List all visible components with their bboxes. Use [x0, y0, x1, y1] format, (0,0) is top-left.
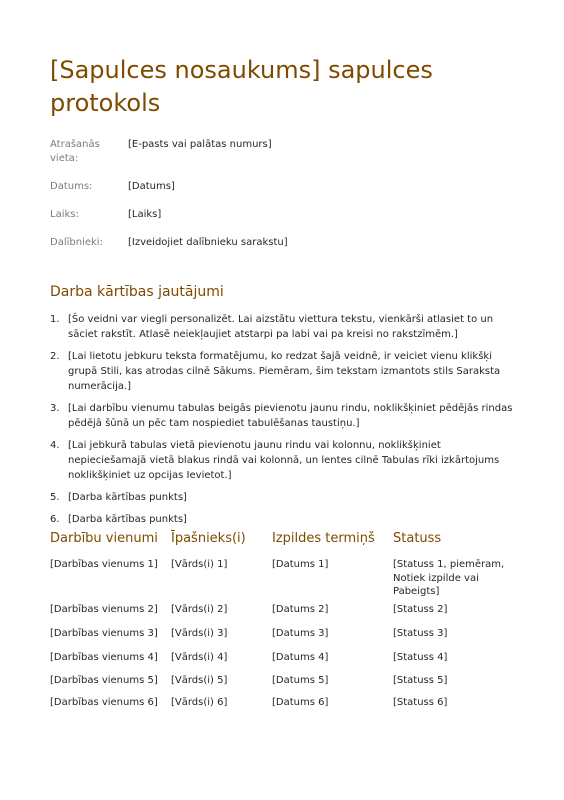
agenda-item-text: [Darba kārtības punkts] [68, 492, 187, 503]
table-row [50, 696, 520, 716]
agenda-item [50, 312, 516, 342]
agenda-item [50, 512, 516, 527]
cell-action: [Darbības vienums 2] [50, 604, 158, 615]
cell-owner: [Vārds(i) 1] [171, 559, 228, 570]
meta-value-time: [Laiks] [128, 209, 162, 220]
agenda-item [50, 438, 516, 483]
cell-action: [Darbības vienums 6] [50, 697, 158, 708]
table-row [50, 603, 520, 627]
table-row [50, 674, 520, 696]
cell-deadline: [Datums 6] [272, 697, 329, 708]
meeting-details [50, 138, 520, 264]
agenda-item-text: [Lai lietotu jebkuru teksta formatējumu, ko redzat šajā veidnē, ir veiciet vienu klikšķi grupā Stili, kas atrodas cilnē Sākums. Piemēram, šim tekstam izmantots stils Saraksta numerācija.] [68, 351, 501, 392]
cell-deadline: [Datums 3] [272, 628, 329, 639]
agenda-item-number: 4. [50, 440, 60, 451]
cell-owner: [Vārds(i) 6] [171, 697, 228, 708]
meta-row-time [50, 208, 520, 236]
header-owners: Īpašnieks(i) [171, 531, 246, 546]
agenda-list [50, 312, 516, 534]
page-title: [Sapulces nosaukums] sapulces protokols [50, 56, 433, 117]
meta-row-attendees [50, 236, 520, 264]
agenda-item-number: 5. [50, 492, 60, 503]
cell-owner: [Vārds(i) 5] [171, 675, 228, 686]
agenda-item-text: [Darba kārtības punkts] [68, 514, 187, 525]
header-deadline: Izpildes termiņš [272, 531, 375, 546]
cell-action: [Darbības vienums 5] [50, 675, 158, 686]
agenda-heading: Darba kārtības jautājumi [50, 284, 224, 300]
header-status: Statuss [393, 531, 442, 546]
cell-status: [Statuss 1, piemēram, Notiek izpilde vai Pabeigts] [393, 559, 505, 597]
agenda-item-number: 2. [50, 351, 60, 362]
cell-deadline: [Datums 4] [272, 652, 329, 663]
cell-status: [Statuss 4] [393, 652, 448, 663]
agenda-item-text: [Šo veidni var viegli personalizēt. Lai aizstātu viettura tekstu, vienkārši atlasiet to un sāciet rakstīt. Atlasē neiekļaujiet atstarpi pa labi vai pa kreisi no rakstzīmēm.] [68, 314, 494, 340]
table-row [50, 651, 520, 674]
cell-status: [Statuss 6] [393, 697, 448, 708]
agenda-item-text: [Lai darbību vienumu tabulas beigās pievienotu jaunu rindu, noklikšķiniet pēdējās rindas pēdējā šūnā un pēc tam nospiediet tabulēšanas taustiņu.] [68, 403, 513, 429]
cell-owner: [Vārds(i) 2] [171, 604, 228, 615]
agenda-item-number: 1. [50, 314, 60, 325]
table-header-row [50, 530, 520, 548]
cell-owner: [Vārds(i) 4] [171, 652, 228, 663]
meta-row-date [50, 180, 520, 208]
agenda-item-number: 6. [50, 514, 60, 525]
cell-action: [Darbības vienums 4] [50, 652, 158, 663]
meta-label-location: Atrašanās vieta: [50, 139, 100, 164]
table-row [50, 627, 520, 651]
cell-action: [Darbības vienums 1] [50, 559, 158, 570]
meta-label-date: Datums: [50, 181, 93, 192]
cell-deadline: [Datums 2] [272, 604, 329, 615]
header-action-items: Darbību vienumi [50, 531, 158, 546]
agenda-item-number: 3. [50, 403, 60, 414]
cell-owner: [Vārds(i) 3] [171, 628, 228, 639]
agenda-item [50, 490, 516, 505]
cell-status: [Statuss 2] [393, 604, 448, 615]
meta-value-date: [Datums] [128, 181, 175, 192]
cell-deadline: [Datums 1] [272, 559, 329, 570]
meta-value-location: [E-pasts vai palātas numurs] [128, 139, 272, 150]
agenda-item-text: [Lai jebkurā tabulas vietā pievienotu jaunu rindu vai kolonnu, noklikšķiniet nepieciešamajā vietā blakus rindā vai kolonnā, un lentes cilnē Tabulas rīki izkārtojums noklikšķiniet uz opcijas Ievietot.] [68, 440, 500, 481]
cell-status: [Statuss 5] [393, 675, 448, 686]
action-items-table [50, 530, 520, 716]
cell-deadline: [Datums 5] [272, 675, 329, 686]
agenda-item [50, 401, 516, 431]
cell-status: [Statuss 3] [393, 628, 448, 639]
meta-label-attendees: Dalībnieki: [50, 237, 103, 248]
table-row [50, 558, 520, 603]
meta-value-attendees: [Izveidojiet dalībnieku sarakstu] [128, 237, 288, 248]
meta-label-time: Laiks: [50, 209, 79, 220]
cell-action: [Darbības vienums 3] [50, 628, 158, 639]
agenda-item [50, 349, 516, 394]
meta-row-location [50, 138, 520, 180]
